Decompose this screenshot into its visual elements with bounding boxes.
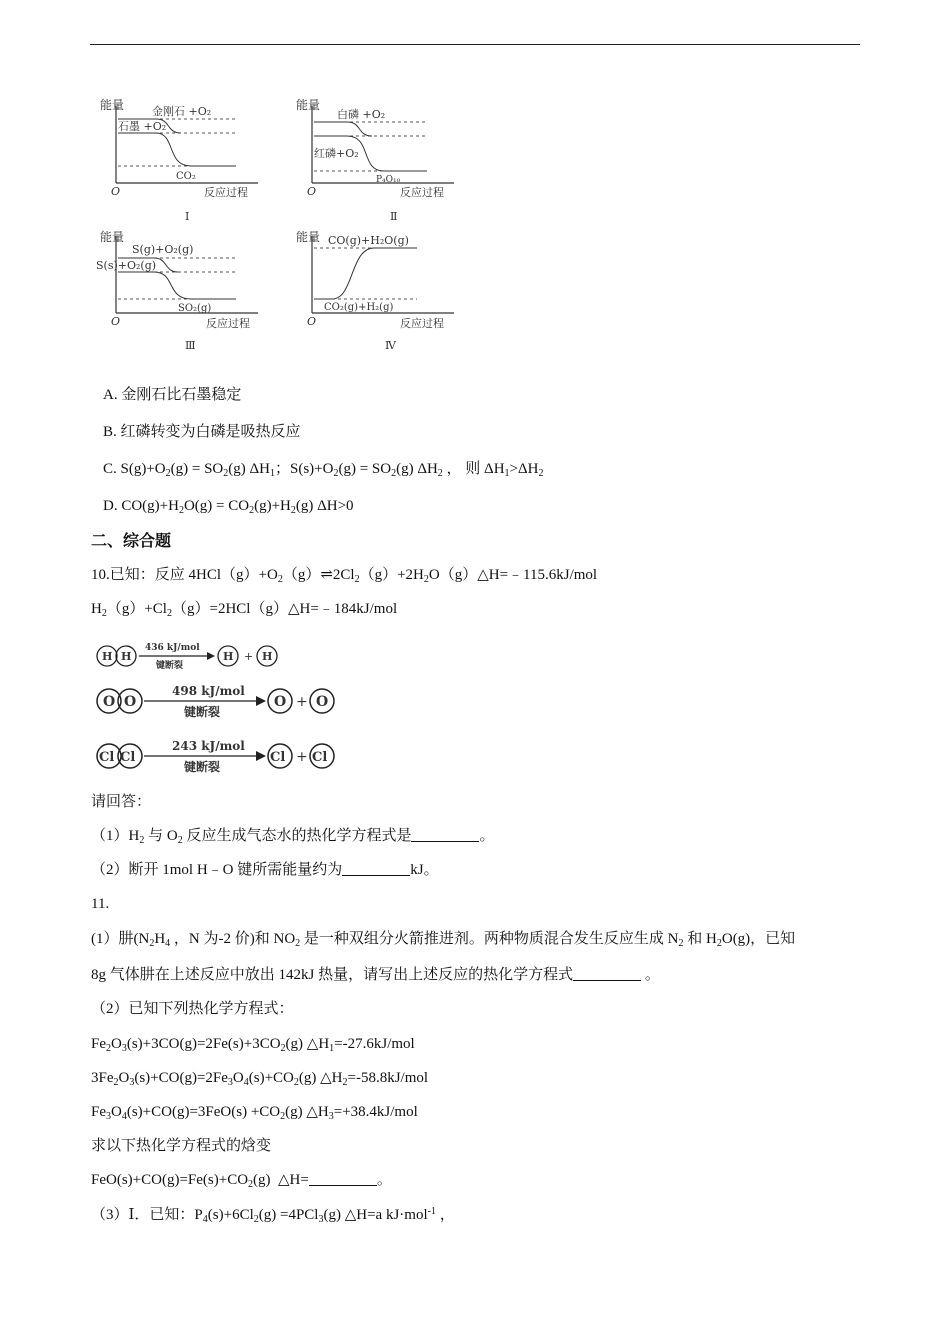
- axis-x-label: 反应过程: [204, 186, 248, 199]
- axis-y-label: 能量: [296, 230, 321, 244]
- roman-label: Ⅳ: [385, 339, 396, 352]
- svg-text:H: H: [223, 650, 234, 663]
- svg-text:O: O: [274, 694, 287, 710]
- axis-y-label: 能量: [100, 98, 125, 112]
- top-label: 金刚石 +O₂: [152, 105, 212, 118]
- bottom-label: P₄O₁₀: [376, 175, 401, 185]
- q11-part-1-line-1: (1）肼($N_2H_4$ ，N 为-2 价)和 $NO_2$ 是一种双组分火箭推进剂。两种物质混合发生反应生成 $N_2$ 和 $H_2O(g)$，已知: [91, 931, 796, 949]
- answer-blank: [342, 861, 410, 876]
- svg-text:436 kJ/mol: 436 kJ/mol: [145, 643, 200, 653]
- svg-text:Cl: Cl: [99, 750, 115, 765]
- q10-reaction-1: 10.已知：反应 $4HCl(g)+O_2(g)\rightleftharpoons 2Cl_2(g)+2H_2O(g)\triangle H=﹣115.6kJ$/mol: [91, 567, 598, 585]
- axis-x-label: 反应过程: [400, 186, 444, 199]
- svg-text:键断裂: 键断裂: [184, 760, 221, 774]
- svg-text:+: +: [296, 749, 308, 765]
- bottom-label: CO₂: [176, 171, 196, 182]
- energy-diagram-II: [292, 96, 472, 228]
- mid-label: S(s)+O₂(g): [96, 259, 157, 272]
- q11-target-equation: $FeO(s)+CO(g)=Fe(s)+CO_2(g)$ △H= 。: [91, 1172, 392, 1190]
- q11-equation-3: $Fe_3O_4(s)+CO(g)=3FeO(s) +CO_2(g)$ $\triangle H_3=+38.4kJ$/mol: [91, 1104, 418, 1122]
- roman-label: Ⅱ: [390, 210, 398, 223]
- answer-blank: [309, 1171, 377, 1186]
- top-label: CO(g)+H₂O(g): [328, 234, 409, 247]
- origin: O: [111, 315, 121, 328]
- bond-energy-diagram: [92, 636, 352, 778]
- q11-part-3: （3）Ⅰ．已知：$P_4(s)+6Cl_2(g) =4PCl_3(g)$ △H=a kJ·mol$^{-1}$ ，: [91, 1206, 455, 1225]
- svg-text:键断裂: 键断裂: [184, 705, 221, 719]
- svg-text:243 kJ/mol: 243 kJ/mol: [172, 739, 245, 753]
- origin: O: [307, 315, 317, 328]
- svg-text:H: H: [121, 650, 132, 663]
- bottom-label: CO₂(g)+H₂(g): [324, 302, 394, 313]
- roman-label: Ⅲ: [185, 339, 196, 352]
- section-title: 二、综合题: [91, 531, 172, 550]
- q10-part-2: （2）断开 1mol H﹣O 键所需能量约为 kJ。: [91, 862, 439, 878]
- top-label: 白磷 +O₂: [337, 108, 386, 121]
- origin: O: [111, 185, 121, 198]
- top-label: S(g)+O₂(g): [132, 243, 194, 256]
- q11-equation-2: $3Fe_2O_3(s)+CO(g)=2Fe_3O_4(s)+CO_2(g)$ $\triangle H_2=-58.8kJ$/mol: [91, 1070, 429, 1088]
- origin: O: [307, 185, 317, 198]
- answer-blank: [411, 827, 479, 842]
- axis-x-label: 反应过程: [206, 317, 250, 330]
- svg-text:O: O: [103, 694, 116, 710]
- svg-text:O: O: [124, 694, 137, 710]
- option-d: D. $CO(g)+H_2O(g) = CO_2(g)+H_2(g)$ ΔH>0: [103, 498, 354, 516]
- axis-y-label: 能量: [100, 230, 125, 244]
- svg-text:Cl: Cl: [120, 750, 136, 765]
- axis-y-label: 能量: [296, 98, 321, 112]
- svg-text:Cl: Cl: [270, 750, 286, 765]
- svg-text:+: +: [296, 694, 308, 710]
- svg-text:Cl: Cl: [312, 750, 328, 765]
- bond-row-h: [97, 643, 277, 671]
- energy-diagram-I: [96, 96, 276, 228]
- q10-reaction-2: $H_2(g)+Cl_2(g)=2HCl(g)\triangle H=﹣184kJ$/mol: [91, 601, 398, 619]
- svg-text:O: O: [316, 694, 329, 710]
- q10-prompt: 请回答：: [91, 794, 152, 810]
- q11-part-1-line-2: 8g 气体肼在上述反应中放出 142kJ 热量，请写出上述反应的热化学方程式 。: [91, 967, 660, 983]
- energy-diagram-IV: [292, 228, 472, 358]
- svg-text:H: H: [102, 650, 113, 663]
- svg-text:H: H: [262, 650, 273, 663]
- bottom-label: SO₂(g): [178, 303, 212, 314]
- q11-part-2-intro: （2）已知下列热化学方程式：: [91, 1001, 294, 1017]
- q11-number: 11.: [91, 896, 110, 912]
- axis-x-label: 反应过程: [400, 317, 444, 330]
- header-rule: [90, 44, 860, 45]
- roman-label: Ⅰ: [185, 210, 190, 223]
- q10-part-1: $(1)H_2$ 与 $O_2$ 反应生成气态水的热化学方程式是 。: [91, 828, 495, 846]
- mid-label: 石墨 +O₂: [118, 120, 167, 133]
- energy-diagram-III: [96, 228, 276, 358]
- svg-text:键断裂: 键断裂: [156, 661, 184, 671]
- bond-row-o: [97, 684, 334, 719]
- answer-blank: [573, 966, 641, 981]
- q11-equation-1: $Fe_2O_3(s)+3CO(g)=2Fe(s)+3CO_2(g)$ $\triangle H_1=-27.6kJ$/mol: [91, 1036, 415, 1054]
- svg-text:498 kJ/mol: 498 kJ/mol: [172, 684, 245, 698]
- mid-label: 红磷+O₂: [314, 147, 359, 160]
- bond-row-cl: [97, 739, 334, 774]
- option-a: A. 金刚石比石墨稳定: [103, 387, 242, 403]
- q11-find: 求以下热化学方程式的焓变: [91, 1138, 272, 1154]
- svg-text:+: +: [244, 650, 254, 663]
- option-b: B. 红磷转变为白磷是吸热反应: [103, 424, 301, 440]
- option-c: C. $S(g)+O_2(g) = SO_2(g)$ $\Delta H_1$；$S(s)+O_2(g) = SO_2(g)$ $\Delta H_2$ ， 则 $\Delta H_1>\Delta H_2$: [103, 461, 544, 479]
